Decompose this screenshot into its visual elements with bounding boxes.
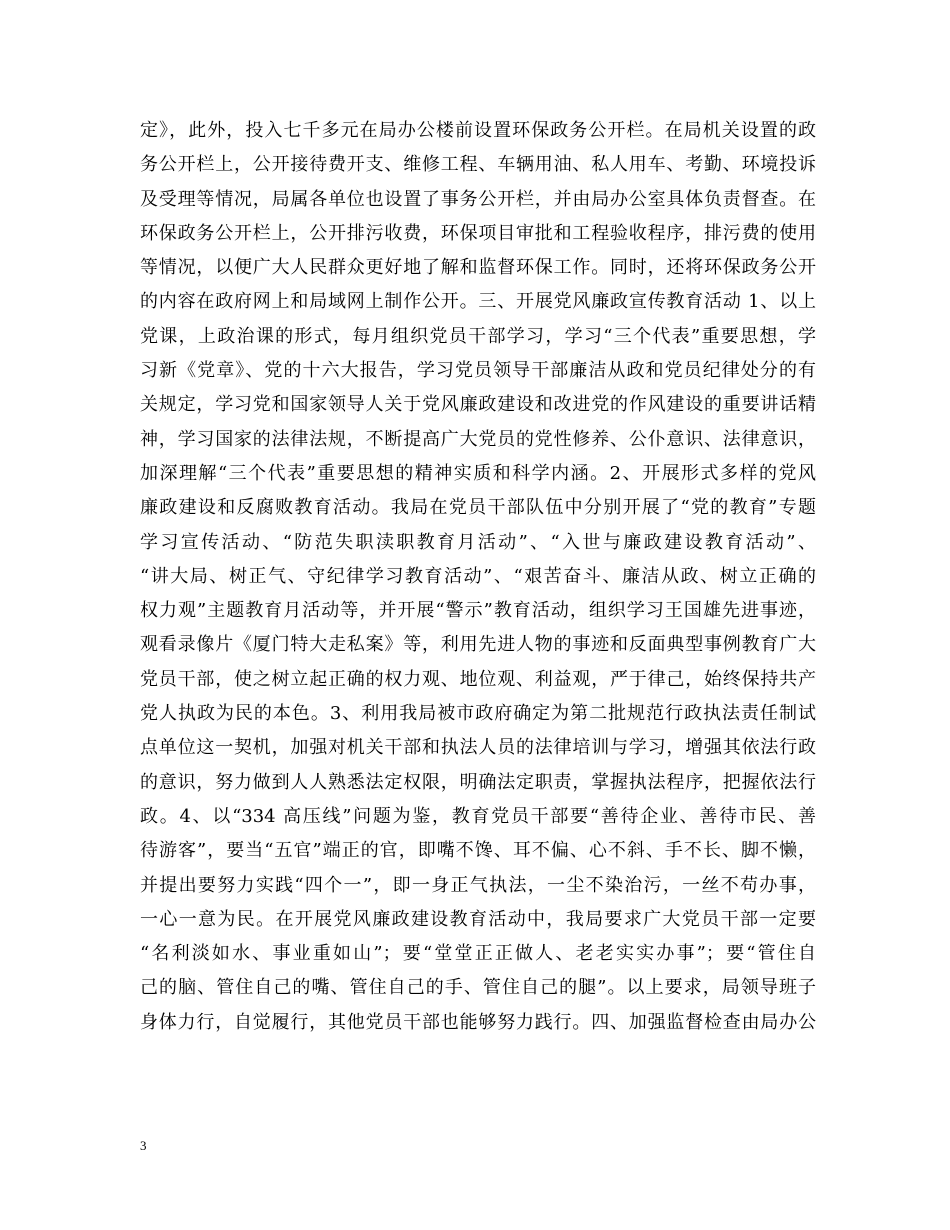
text-line: 一心一意为民。在开展党风廉政建设教育活动中，我局要求广大党员干部一定要 bbox=[140, 908, 816, 930]
text-line: 待游客”，要当“五官”端正的官，即嘴不馋、耳不偏、心不斜、手不长、脚不懒， bbox=[140, 840, 816, 862]
text-line: 党人执政为民的本色。3、利用我局被市政府确定为第二批规范行政执法责任制试 bbox=[140, 703, 816, 725]
text-line: 等情况，以便广大人民群众更好地了解和监督环保工作。同时，还将环保政务公开 bbox=[140, 257, 816, 279]
text-line: 环保政务公开栏上，公开排污收费，环保项目审批和工程验收程序，排污费的使用 bbox=[140, 222, 816, 244]
text-line: 党员干部，使之树立起正确的权力观、地位观、利益观，严于律己，始终保持共产 bbox=[140, 668, 816, 690]
text-line: 的意识，努力做到人人熟悉法定权限，明确法定职责，掌握执法程序，把握依法行 bbox=[140, 771, 816, 793]
text-line: “名利淡如水、事业重如山”；要“堂堂正正做人、老老实实办事”；要“管住自 bbox=[140, 943, 816, 965]
text-line: “讲大局、树正气、守纪律学习教育活动”、“艰苦奋斗、廉洁从政、树立正确的 bbox=[140, 565, 816, 587]
text-line: 点单位这一契机，加强对机关干部和执法人员的法律培训与学习，增强其依法行政 bbox=[140, 737, 816, 759]
text-line: 习新《党章》、党的十六大报告，学习党员领导干部廉洁从政和党员纪律处分的有 bbox=[140, 360, 816, 382]
text-line: 政。4、以“334 高压线”问题为鉴，教育党员干部要“善待企业、善待市民、善 bbox=[140, 805, 816, 827]
text-line: 并提出要努力实践“四个一”，即一身正气执法，一尘不染治污，一丝不苟办事， bbox=[140, 874, 816, 896]
text-line: 定》，此外，投入七千多元在局办公楼前设置环保政务公开栏。在局机关设置的政 bbox=[140, 120, 816, 141]
text-line: 加深理解“三个代表”重要思想的精神实质和科学内涵。2、开展形式多样的党风 bbox=[140, 462, 816, 484]
page-number: 3 bbox=[140, 1138, 147, 1153]
text-line: 务公开栏上，公开接待费开支、维修工程、车辆用油、私人用车、考勤、环境投诉 bbox=[140, 154, 816, 176]
text-line: 学习宣传活动、“防范失职渎职教育月活动”、“入世与廉政建设教育活动”、 bbox=[140, 531, 816, 553]
body-text bbox=[140, 114, 816, 1040]
text-line: 己的脑、管住自己的嘴、管住自己的手、管住自己的腿”。以上要求，局领导班子 bbox=[140, 977, 816, 999]
text-line: 权力观”主题教育月活动等，并开展“警示”教育活动，组织学习王国雄先进事迹， bbox=[140, 600, 816, 622]
text-line: 的内容在政府网上和局域网上制作公开。三、开展党风廉政宣传教育活动 1、以上 bbox=[140, 291, 816, 313]
text-line: 观看录像片《厦门特大走私案》等，利用先进人物的事迹和反面典型事例教育广大 bbox=[140, 634, 816, 656]
text-line: 及受理等情况，局属各单位也设置了事务公开栏，并由局办公室具体负责督查。在 bbox=[140, 188, 816, 210]
text-line: 神，学习国家的法律法规，不断提高广大党员的党性修养、公仆意识、法律意识， bbox=[140, 428, 816, 450]
text-line: 廉政建设和反腐败教育活动。我局在党员干部队伍中分别开展了“党的教育”专题 bbox=[140, 497, 816, 519]
text-line: 党课，上政治课的形式，每月组织党员干部学习，学习“三个代表”重要思想，学 bbox=[140, 325, 816, 347]
text-line: 关规定，学习党和国家领导人关于党风廉政建设和改进党的作风建设的重要讲话精 bbox=[140, 394, 816, 416]
text-line: 身体力行，自觉履行，其他党员干部也能够努力践行。四、加强监督检查由局办公 bbox=[140, 1011, 816, 1033]
